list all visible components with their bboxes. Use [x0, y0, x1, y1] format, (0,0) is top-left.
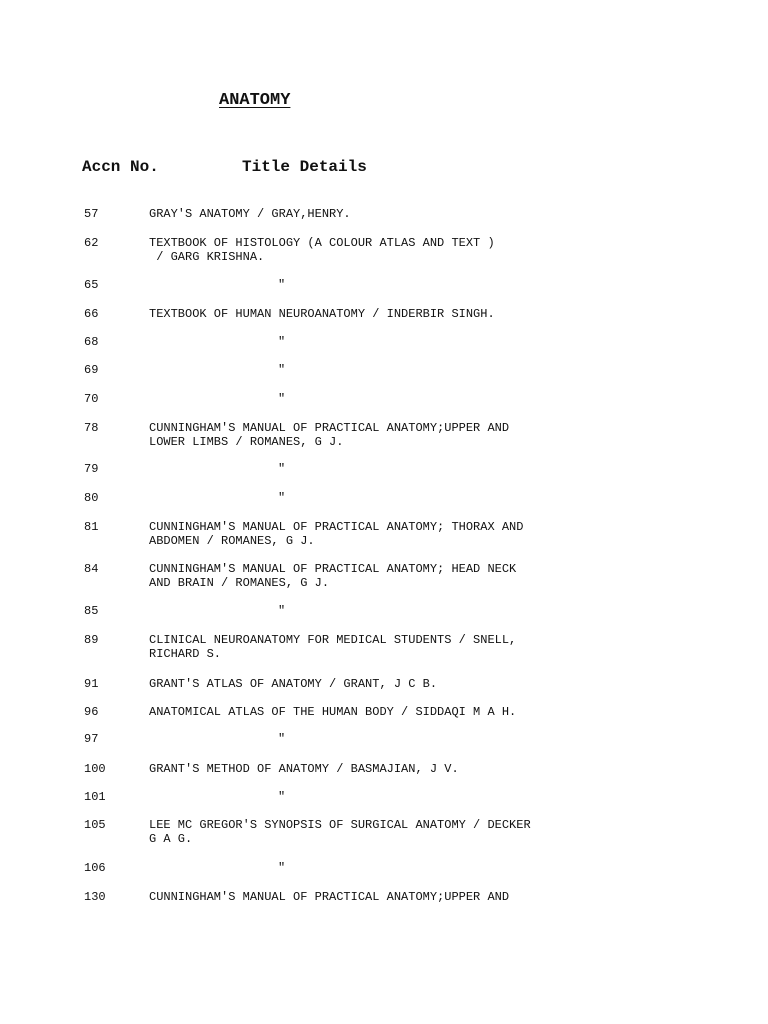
accession-number: 105 [84, 818, 106, 832]
list-item [0, 307, 768, 337]
title-line-1: GRAY'S ANATOMY / GRAY,HENRY. [149, 207, 351, 221]
list-item [0, 818, 768, 848]
title-line-1: CLINICAL NEUROANATOMY FOR MEDICAL STUDENTS / SNELL, [149, 633, 517, 647]
title-details [149, 236, 495, 264]
ditto-mark: " [278, 790, 286, 804]
ditto-mark: " [278, 462, 286, 476]
title-line-1: CUNNINGHAM'S MANUAL OF PRACTICAL ANATOMY;UPPER AND [149, 890, 510, 904]
list-item [0, 207, 768, 237]
list-item [0, 520, 768, 550]
title-details [149, 633, 516, 661]
title-details [149, 520, 523, 548]
title-details [149, 562, 516, 590]
title-line-2: LOWER LIMBS / ROMANES, G J. [149, 435, 344, 449]
title-details [149, 890, 509, 904]
title-details [149, 705, 516, 719]
list-item [0, 236, 768, 266]
list-item [0, 604, 768, 634]
accession-number: 106 [84, 861, 106, 875]
accession-number: 91 [84, 677, 99, 691]
accession-number: 81 [84, 520, 99, 534]
accession-number: 66 [84, 307, 99, 321]
title-details [149, 207, 351, 221]
ditto-mark: " [278, 363, 286, 377]
accession-number: 89 [84, 633, 99, 647]
list-item [0, 491, 768, 521]
title-details [149, 421, 509, 449]
accession-number: 84 [84, 562, 99, 576]
list-item [0, 363, 768, 393]
list-item [0, 278, 768, 308]
title-details [149, 762, 459, 776]
title-line-2: G A G. [149, 832, 193, 846]
accession-number: 78 [84, 421, 99, 435]
title-line-1: CUNNINGHAM'S MANUAL OF PRACTICAL ANATOMY; THORAX AND [149, 520, 524, 534]
list-item [0, 677, 768, 707]
title-line-2: ABDOMEN / ROMANES, G J. [149, 534, 315, 548]
title-details [149, 677, 437, 691]
ditto-mark: " [278, 335, 286, 349]
accession-number: 96 [84, 705, 99, 719]
list-item [0, 890, 768, 920]
accession-number: 80 [84, 491, 99, 505]
list-item [0, 392, 768, 422]
ditto-mark: " [278, 604, 286, 618]
ditto-mark: " [278, 732, 286, 746]
title-line-1: GRANT'S ATLAS OF ANATOMY / GRANT, J C B. [149, 677, 438, 691]
title-line-1: TEXTBOOK OF HUMAN NEUROANATOMY / INDERBIR SINGH. [149, 307, 495, 321]
accession-number: 69 [84, 363, 99, 377]
accession-number: 62 [84, 236, 99, 250]
title-line-1: GRANT'S METHOD OF ANATOMY / BASMAJIAN, J V. [149, 762, 459, 776]
title-line-1: LEE MC GREGOR'S SYNOPSIS OF SURGICAL ANATOMY / DECKER [149, 818, 531, 832]
ditto-mark: " [278, 491, 286, 505]
column-header-title: Title Details [242, 158, 367, 176]
title-line-2: RICHARD S. [149, 647, 222, 661]
title-line-1: CUNNINGHAM'S MANUAL OF PRACTICAL ANATOMY;UPPER AND [149, 421, 510, 435]
list-item [0, 705, 768, 735]
list-item [0, 790, 768, 820]
list-item [0, 762, 768, 792]
accession-number: 130 [84, 890, 106, 904]
title-line-1: ANATOMICAL ATLAS OF THE HUMAN BODY / SIDDAQI M A H. [149, 705, 517, 719]
title-details [149, 307, 495, 321]
accession-number: 65 [84, 278, 99, 292]
list-item [0, 335, 768, 365]
list-item [0, 861, 768, 891]
page-title: ANATOMY [219, 91, 291, 110]
ditto-mark: " [278, 392, 286, 406]
accession-number: 57 [84, 207, 99, 221]
accession-number: 100 [84, 762, 106, 776]
list-item [0, 562, 768, 592]
accession-number: 97 [84, 732, 99, 746]
accession-number: 79 [84, 462, 99, 476]
title-line-2: AND BRAIN / ROMANES, G J. [149, 576, 330, 590]
accession-number: 70 [84, 392, 99, 406]
list-item [0, 732, 768, 762]
ditto-mark: " [278, 278, 286, 292]
title-details [149, 818, 531, 846]
accession-number: 101 [84, 790, 106, 804]
accession-number: 68 [84, 335, 99, 349]
list-item [0, 462, 768, 492]
title-line-1: CUNNINGHAM'S MANUAL OF PRACTICAL ANATOMY; HEAD NECK [149, 562, 517, 576]
accession-number: 85 [84, 604, 99, 618]
ditto-mark: " [278, 861, 286, 875]
list-item [0, 633, 768, 663]
column-header-accn: Accn No. [82, 158, 159, 176]
title-line-1: TEXTBOOK OF HISTOLOGY (A COLOUR ATLAS AND TEXT ) [149, 236, 495, 250]
list-item [0, 421, 768, 451]
title-line-2: / GARG KRISHNA. [149, 250, 265, 264]
